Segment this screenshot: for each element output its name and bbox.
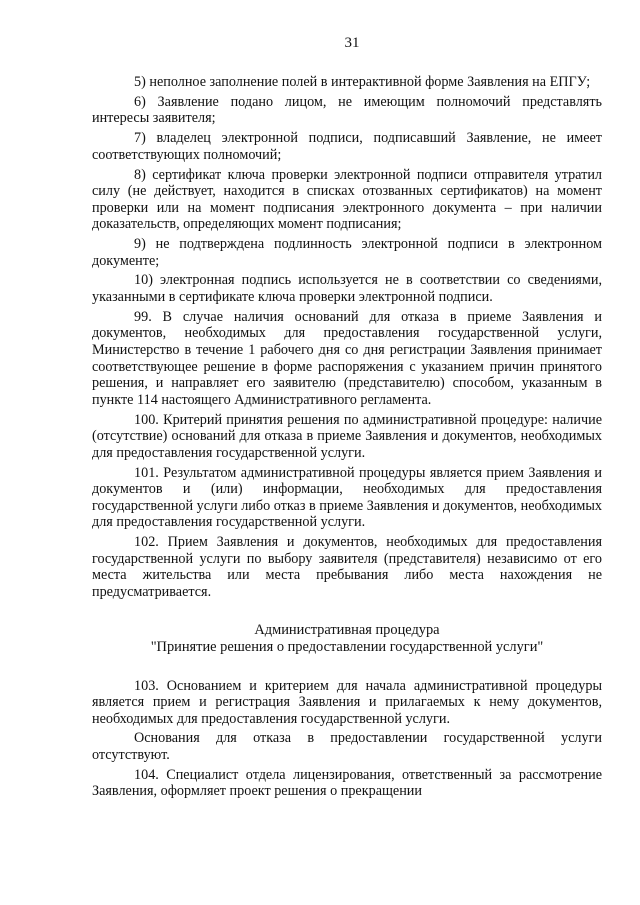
paragraph-102: 102. Прием Заявления и документов, необходимых для предоставления государственной услуги по выбору заявителя (представителя) независимо от его места жительства или места пребывания либо места нахождения не предусматривается.: [92, 534, 602, 600]
paragraph-item-7: 7) владелец электронной подписи, подписавший Заявление, не имеет соответствующих полномочий;: [92, 130, 602, 163]
paragraph-item-9: 9) не подтверждена подлинность электронной подписи в электронном документе;: [92, 236, 602, 269]
page-number: 31: [344, 35, 360, 51]
paragraph-100: 100. Критерий принятия решения по административной процедуре: наличие (отсутствие) оснований для отказа в приеме Заявления и документов, необходимых для предоставления государственной услуги.: [92, 411, 602, 461]
section-heading-title: Административная процедура: [254, 621, 440, 638]
section-heading: [92, 622, 602, 656]
paragraph-103: 103. Основанием и критерием для начала административной процедуры является прием и регистрация Заявления и прилагаемых к нему документов, необходимых для предоставления государственной услуги.: [92, 677, 602, 727]
section-heading-subtitle: "Принятие решения о предоставлении государственной услуги": [150, 638, 544, 655]
paragraph-item-8: 8) сертификат ключа проверки электронной подписи отправителя утратил силу (не действует, находится в списках отозванных сертификатов) на момент проверки или на момент подписания электронного документа – при наличии доказательств, определяющих момент подписания;: [92, 166, 602, 233]
paragraph-101: 101. Результатом административной процедуры является прием Заявления и документов и (или) информации, необходимых для предоставления государственной услуги либо отказ в приеме Заявления и документов, необходимых для предоставления государственной услуги.: [92, 464, 602, 531]
paragraph-item-10: 10) электронная подпись используется не в соответствии со сведениями, указанными в сертификате ключа проверки электронной подписи.: [92, 272, 602, 306]
paragraph-104: 104. Специалист отдела лицензирования, ответственный за рассмотрение Заявления, оформляет проект решения о прекращении: [92, 766, 602, 800]
paragraph-item-5: 5) неполное заполнение полей в интерактивной форме Заявления на ЕПГУ;: [134, 74, 591, 90]
paragraph-99: 99. В случае наличия оснований для отказа в приеме Заявления и документов, необходимых для предоставления государственной услуги, Министерство в течение 1 рабочего дня со дня регистрации Заявления принимает соответствующее решение в форме распоряжения с указанием причин принятого решения, и направляет его заявителю (представителю) способом, указанным в пункте 114 настоящего Административного регламента.: [92, 308, 602, 408]
paragraph-103-continuation: Основания для отказа в предоставлении государственной услуги отсутствуют.: [92, 730, 602, 764]
paragraph-item-6: 6) Заявление подано лицом, не имеющим полномочий представлять интересы заявителя;: [92, 93, 602, 127]
